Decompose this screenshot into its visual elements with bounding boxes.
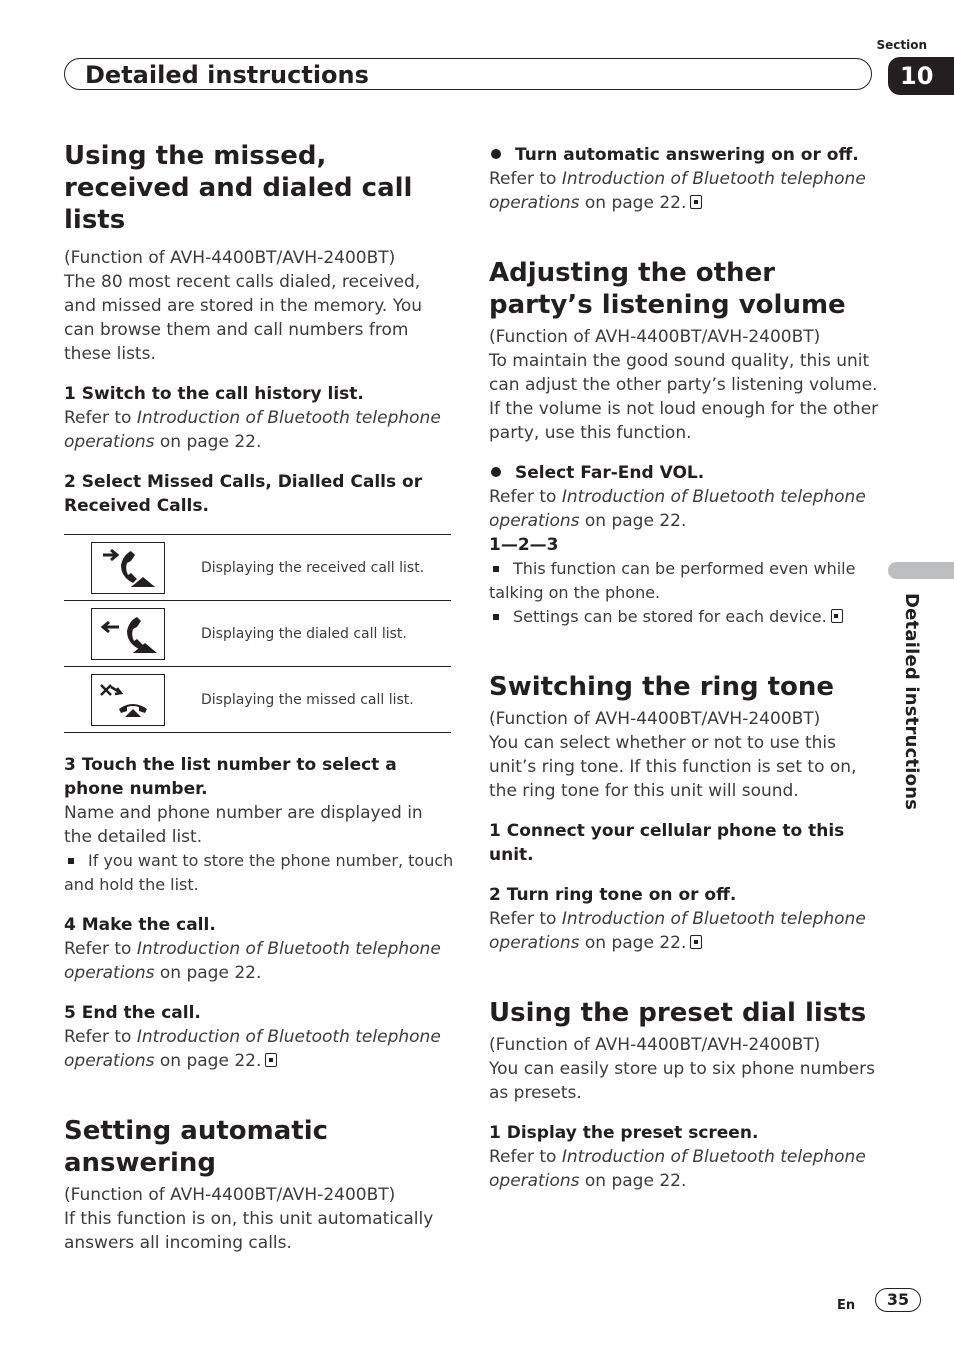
table-row <box>64 601 451 667</box>
step-2: 2 Select Missed Calls, Dialled Calls or Received Calls. <box>64 472 423 516</box>
reference-text: Refer to Introduction of Bluetooth telephone operations on page 22. <box>489 909 866 953</box>
function-note: (Function of AVH-4400BT/AVH-2400BT) <box>64 248 396 268</box>
ring-step-1: 1 Connect your cellular phone to this unit. <box>489 821 845 865</box>
volume-step: Select Far-End VOL. <box>489 461 879 485</box>
function-note: (Function of AVH-4400BT/AVH-2400BT) <box>64 1185 396 1205</box>
ring-step-2: 2 Turn ring tone on or off. <box>489 885 737 905</box>
auto-text: If this function is on, this unit automatically answers all incoming calls. <box>64 1209 434 1253</box>
step-1: 1 Switch to the call history list. <box>64 384 364 404</box>
function-note: (Function of AVH-4400BT/AVH-2400BT) <box>489 327 821 347</box>
square-bullet-icon <box>493 614 499 620</box>
volume-levels: 1—2—3 <box>489 535 559 555</box>
call-list-icon-table <box>64 534 451 733</box>
end-mark-icon <box>265 1053 277 1067</box>
table-row <box>64 535 451 601</box>
side-tab-bar <box>888 562 954 579</box>
ring-text: You can select whether or not to use this unit’s ring tone. If this function is set to on, the ring tone for this unit will sound. <box>489 733 857 801</box>
dot-bullet-icon <box>491 467 501 477</box>
reference-text: Refer to Introduction of Bluetooth telephone operations on page 22. <box>489 169 866 213</box>
reference-text: Refer to Introduction of Bluetooth telephone operations on page 22. <box>489 1147 866 1191</box>
reference-text: Refer to Introduction of Bluetooth telephone operations on page 22. <box>64 939 441 983</box>
end-mark-icon <box>831 609 843 623</box>
function-note: (Function of AVH-4400BT/AVH-2400BT) <box>489 709 821 729</box>
dot-bullet-icon <box>491 149 501 159</box>
icon-description: Displaying the dialed call list. <box>201 625 407 642</box>
volume-text: To maintain the good sound quality, this unit can adjust the other party’s listening volume. If the volume is not loud enough for the other party, use this function. <box>489 351 879 443</box>
square-bullet-icon <box>68 858 74 864</box>
language-label: En <box>837 1298 856 1313</box>
heading-preset-dial: Using the preset dial lists <box>489 998 867 1028</box>
heading-listening-volume: Adjusting the other party’s listening volume <box>489 258 846 320</box>
dialed-call-icon <box>91 608 165 660</box>
preset-text: You can easily store up to six phone numbers as presets. <box>489 1059 875 1103</box>
icon-description: Displaying the received call list. <box>201 559 425 576</box>
received-call-icon <box>91 542 165 594</box>
heading-ring-tone: Switching the ring tone <box>489 672 835 702</box>
note-item: If you want to store the phone number, touch and hold the list. <box>64 851 454 894</box>
preset-step-1: 1 Display the preset screen. <box>489 1123 759 1143</box>
section-number-badge: 10 <box>888 57 954 95</box>
missed-call-icon <box>91 674 165 726</box>
section-label: Section <box>876 38 927 52</box>
step-3: 3 Touch the list number to select a phone number. <box>64 755 397 799</box>
note-item: This function can be performed even while talking on the phone. <box>489 559 856 602</box>
missed-intro: The 80 most recent calls dialed, received, and missed are stored in the memory. You can browse them and call numbers from these lists. <box>64 272 423 364</box>
step-4: 4 Make the call. <box>64 915 216 935</box>
header-title: Detailed instructions <box>85 61 369 89</box>
reference-text: Refer to Introduction of Bluetooth telephone operations on page 22. <box>64 1027 441 1071</box>
reference-text: Refer to Introduction of Bluetooth telephone operations on page 22. <box>64 408 441 452</box>
step-3-text: Name and phone number are displayed in the detailed list. <box>64 803 423 847</box>
auto-answer-step: Turn automatic answering on or off. <box>489 143 879 167</box>
icon-description: Displaying the missed call list. <box>201 691 414 708</box>
step-5: 5 End the call. <box>64 1003 201 1023</box>
note-item: Settings can be stored for each device. <box>489 605 879 629</box>
heading-automatic-answering: Setting automatic answering <box>64 1116 329 1178</box>
heading-missed-calls: Using the missed, received and dialed call lists <box>64 141 413 235</box>
square-bullet-icon <box>493 566 499 572</box>
reference-text: Refer to Introduction of Bluetooth telephone operations on page 22. <box>489 487 866 531</box>
side-tab-label: Detailed instructions <box>901 593 922 811</box>
function-note: (Function of AVH-4400BT/AVH-2400BT) <box>489 1035 821 1055</box>
table-row <box>64 667 451 733</box>
end-mark-icon <box>690 935 702 949</box>
page-number: 35 <box>875 1288 921 1312</box>
left-column <box>64 140 454 1255</box>
end-mark-icon <box>690 195 702 209</box>
right-column <box>489 143 879 1193</box>
